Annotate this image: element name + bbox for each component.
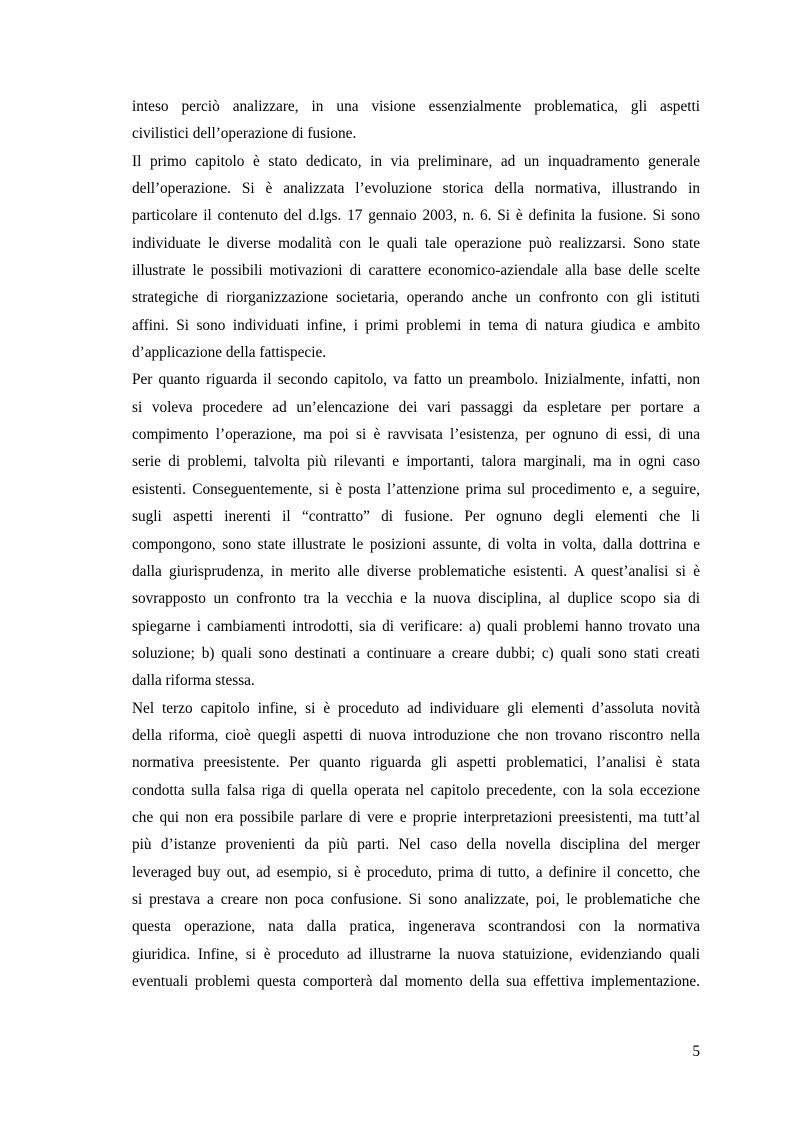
text-line: strategiche di riorganizzazione societaria, operando anche un confronto con gli istituti xyxy=(132,289,700,307)
paragraph xyxy=(132,93,700,148)
text-line: esistenti. Conseguentemente, si è posta l’attenzione prima sul procedimento e, a seguire, xyxy=(132,480,700,498)
page-number: 5 xyxy=(692,1043,700,1060)
text-line: normativa preesistente. Per quanto riguarda gli aspetti problematici, l’analisi è stata xyxy=(132,754,700,772)
text-line: sugli aspetti inerenti il “contratto” di fusione. Per ognuno degli elementi che li xyxy=(132,508,700,526)
text-line: compongono, sono state illustrate le posizioni assunte, di volta in volta, dalla dottrina e xyxy=(132,535,700,553)
text-line: condotta sulla falsa riga di quella operata nel capitolo precedente, con la sola eccezione xyxy=(132,781,700,799)
body-text xyxy=(132,93,700,995)
text-line: eventuali problemi questa comporterà dal momento della sua effettiva implementazione. xyxy=(132,973,700,990)
text-line: illustrate le possibili motivazioni di carattere economico-aziendale alla base delle scelte xyxy=(132,262,700,280)
text-line: questa operazione, nata dalla pratica, ingenerava scontrandosi con la normativa xyxy=(132,918,700,936)
text-line: spiegarne i cambiamenti introdotti, sia di verificare: a) quali problemi hanno trovato una xyxy=(132,617,700,635)
text-line: particolare il contenuto del d.lgs. 17 gennaio 2003, n. 6. Si è definita la fusione. Si sono xyxy=(132,207,700,225)
text-line: affini. Si sono individuati infine, i primi problemi in tema di natura giudica e ambito xyxy=(132,316,700,334)
text-line: inteso perciò analizzare, in una visione essenzialmente problematica, gli aspetti xyxy=(132,98,700,115)
text-line: dalla riforma stessa. xyxy=(132,672,255,690)
text-line: individuate le diverse modalità con le quali tale operazione può realizzarsi. Sono state xyxy=(132,234,700,252)
text-line: si voleva procedere ad un’elencazione dei vari passaggi da espletare per portare a xyxy=(132,398,700,416)
text-line: d’applicazione della fattispecie. xyxy=(132,344,327,362)
text-line: civilistici dell’operazione di fusione. xyxy=(132,125,357,143)
text-line: sovrapposto un confronto tra la vecchia e la nuova disciplina, al duplice scopo sia di xyxy=(132,590,700,608)
paragraph xyxy=(132,695,700,996)
text-line: si prestava a creare non poca confusione. Si sono analizzate, poi, le problematiche che xyxy=(132,890,700,908)
text-line: soluzione; b) quali sono destinati a continuare a creare dubbi; c) quali sono stati creati xyxy=(132,644,700,662)
text-line: leveraged buy out, ad esempio, si è proceduto, prima di tutto, a definire il concetto, che xyxy=(132,863,700,881)
paragraph xyxy=(132,366,700,694)
text-line: della riforma, cioè quegli aspetti di nuova introduzione che non trovano riscontro nella xyxy=(132,726,700,744)
text-line: più d’istanze provenienti da più parti. Nel caso della novella disciplina del merger xyxy=(132,836,700,854)
text-line: dalla giurisprudenza, in merito alle diverse problematiche esistenti. A quest’analisi si è xyxy=(132,562,700,580)
text-line: Il primo capitolo è stato dedicato, in via preliminare, ad un inquadramento generale xyxy=(132,152,700,170)
text-line: giuridica. Infine, si è proceduto ad illustrarne la nuova statuizione, evidenziando quali xyxy=(132,945,700,963)
text-line: dell’operazione. Si è analizzata l’evoluzione storica della normativa, illustrando in xyxy=(132,180,700,198)
text-line: Per quanto riguarda il secondo capitolo, va fatto un preambolo. Inizialmente, infatti, non xyxy=(132,371,700,389)
paragraph xyxy=(132,148,700,367)
text-line: serie di problemi, talvolta più rilevanti e importanti, talora marginali, ma in ogni caso xyxy=(132,453,700,471)
text-line: Nel terzo capitolo infine, si è proceduto ad individuare gli elementi d’assoluta novità xyxy=(132,699,700,717)
text-line: compimento l’operazione, ma poi si è ravvisata l’esistenza, per ognuno di essi, di una xyxy=(132,426,700,444)
text-line: che qui non era possibile parlare di vere e proprie interpretazioni preesistenti, ma tutt’al xyxy=(132,808,700,826)
